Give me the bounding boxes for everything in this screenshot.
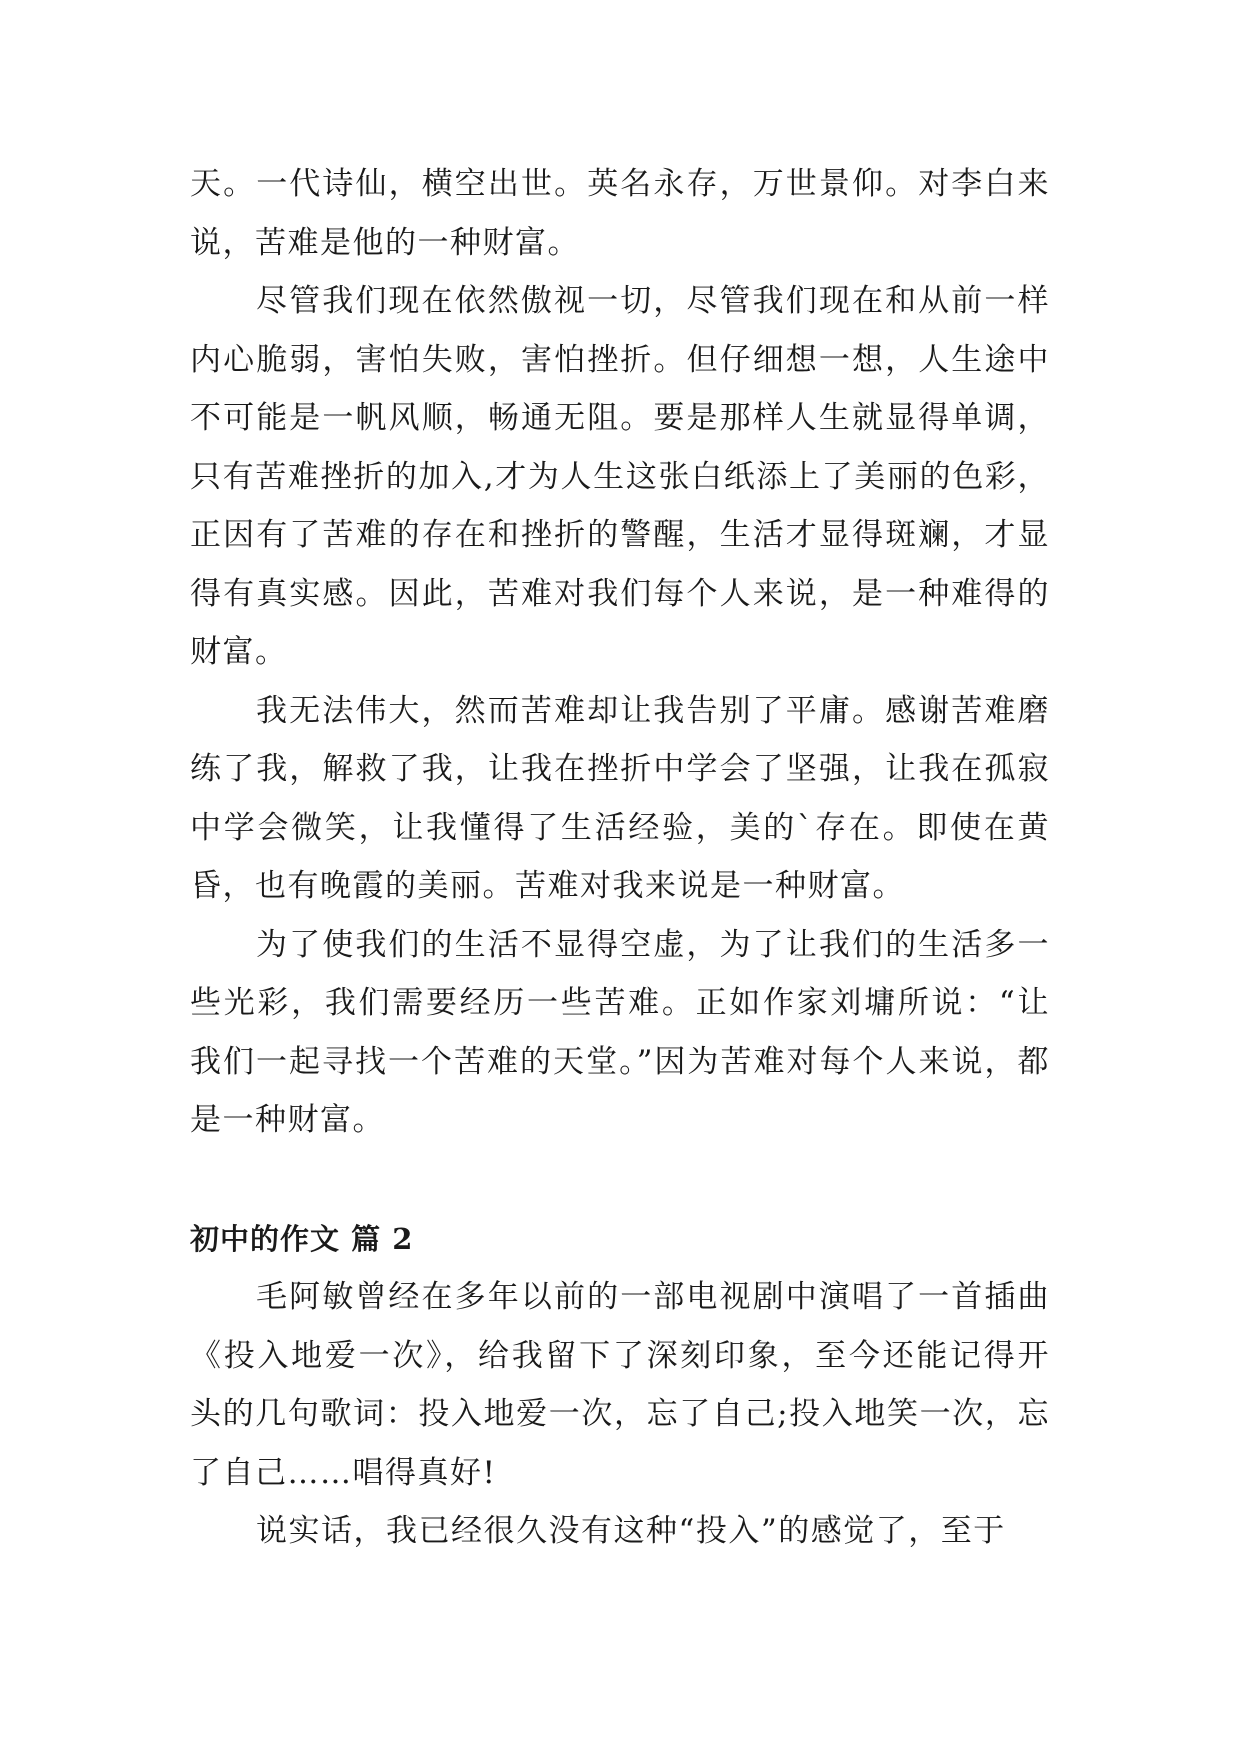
paragraph-continued: 天。一代诗仙，横空出世。英名永存，万世景仰。对李白来说，苦难是他的一种财富。: [190, 166, 1050, 261]
section-title: 初中的作文 篇 2: [190, 1221, 414, 1256]
paragraph: 我无法伟大，然而苦难却让我告别了平庸。感谢苦难磨练了我，解救了我，让我在挫折中学会了坚强，让我在孤寂中学会微笑，让我懂得了生活经验，美的`存在。即使在黄昏，也有晚霞的美丽。苦难对我来说是一种财富。: [190, 692, 1050, 904]
document-body: [190, 155, 1050, 1561]
paragraph: 为了使我们的生活不显得空虚，为了让我们的生活多一些光彩，我们需要经历一些苦难。正如作家刘墉所说：“让我们一起寻找一个苦难的天堂。”因为苦难对每个人来说，都是一种财富。: [190, 926, 1050, 1138]
paragraph: 说实话，我已经很久没有这种“投入”的感觉了，至于: [256, 1513, 1006, 1549]
paragraph: 尽管我们现在依然傲视一切，尽管我们现在和从前一样内心脆弱，害怕失败，害怕挫折。但仔细想一想，人生途中不可能是一帆风顺，畅通无阻。要是那样人生就显得单调，只有苦难挫折的加入,才为人生这张白纸添上了美丽的色彩，正因有了苦难的存在和挫折的警醒，生活才显得斑斓，才显得有真实感。因此，苦难对我们每个人来说，是一种难得的财富。: [190, 283, 1050, 670]
paragraph: 毛阿敏曾经在多年以前的一部电视剧中演唱了一首插曲《投入地爱一次》，给我留下了深刻印象，至今还能记得开头的几句歌词：投入地爱一次，忘了自己;投入地笑一次，忘了自己……唱得真好!: [190, 1279, 1050, 1491]
